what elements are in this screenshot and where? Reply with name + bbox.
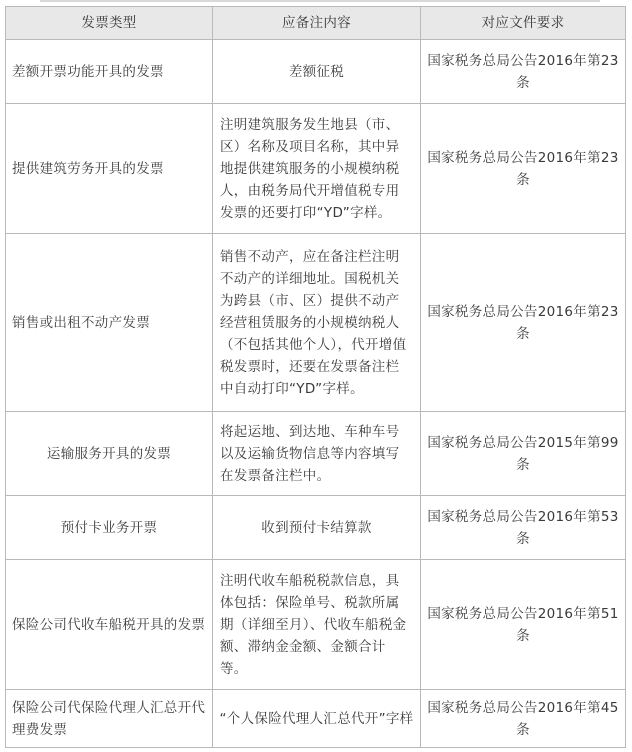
cell-remark-content: 差额征税 xyxy=(213,40,421,104)
cell-remark-content: 将起运地、到达地、车种车号以及运输货物信息等内容填写在发票备注栏中。 xyxy=(213,412,421,496)
table-row xyxy=(6,690,626,748)
table-row xyxy=(6,40,626,104)
header-invoice-type: 发票类型 xyxy=(6,7,213,40)
header-row xyxy=(6,7,626,40)
table-row xyxy=(6,560,626,690)
cell-file-requirement: 国家税务总局公告2016年第23条 xyxy=(421,40,626,104)
cell-remark-content: 注明代收车船税税款信息，具体包括：保险单号、税款所属期（详细至月）、代收车船税金额、滞纳金金额、金额合计等。 xyxy=(213,560,421,690)
cell-invoice-type: 运输服务开具的发票 xyxy=(6,412,213,496)
table-row xyxy=(6,496,626,560)
invoice-remarks-table xyxy=(5,6,626,748)
header-file-requirement: 对应文件要求 xyxy=(421,7,626,40)
cell-file-requirement: 国家税务总局公告2016年第23条 xyxy=(421,104,626,234)
cell-invoice-type: 预付卡业务开票 xyxy=(6,496,213,560)
table-row xyxy=(6,412,626,496)
cell-file-requirement: 国家税务总局公告2016年第53条 xyxy=(421,496,626,560)
cell-file-requirement: 国家税务总局公告2016年第51条 xyxy=(421,560,626,690)
header-remark-content: 应备注内容 xyxy=(213,7,421,40)
cell-invoice-type: 销售或出租不动产发票 xyxy=(6,234,213,412)
cell-remark-content: 收到预付卡结算款 xyxy=(213,496,421,560)
cell-remark-content: 销售不动产，应在备注栏注明不动产的详细地址。国税机关为跨县（市、区）提供不动产经营租赁服务的小规模纳税人（不包括其他个人），代开增值税发票时，还要在发票备注栏中自动打印“YD”字样。 xyxy=(213,234,421,412)
cell-invoice-type: 差额开票功能开具的发票 xyxy=(6,40,213,104)
cell-remark-content: 注明建筑服务发生地县（市、区）名称及项目名称，其中异地提供建筑服务的小规模纳税人，由税务局代开增值税专用发票的还要打印“YD”字样。 xyxy=(213,104,421,234)
table-row xyxy=(6,104,626,234)
top-divider xyxy=(40,0,600,2)
cell-invoice-type: 提供建筑劳务开具的发票 xyxy=(6,104,213,234)
cell-file-requirement: 国家税务总局公告2015年第99条 xyxy=(421,412,626,496)
cell-file-requirement: 国家税务总局公告2016年第45条 xyxy=(421,690,626,748)
table-row xyxy=(6,234,626,412)
cell-invoice-type: 保险公司代保险代理人汇总开代理费发票 xyxy=(6,690,213,748)
cell-invoice-type: 保险公司代收车船税开具的发票 xyxy=(6,560,213,690)
cell-file-requirement: 国家税务总局公告2016年第23条 xyxy=(421,234,626,412)
cell-remark-content: “个人保险代理人汇总代开”字样 xyxy=(213,690,421,748)
